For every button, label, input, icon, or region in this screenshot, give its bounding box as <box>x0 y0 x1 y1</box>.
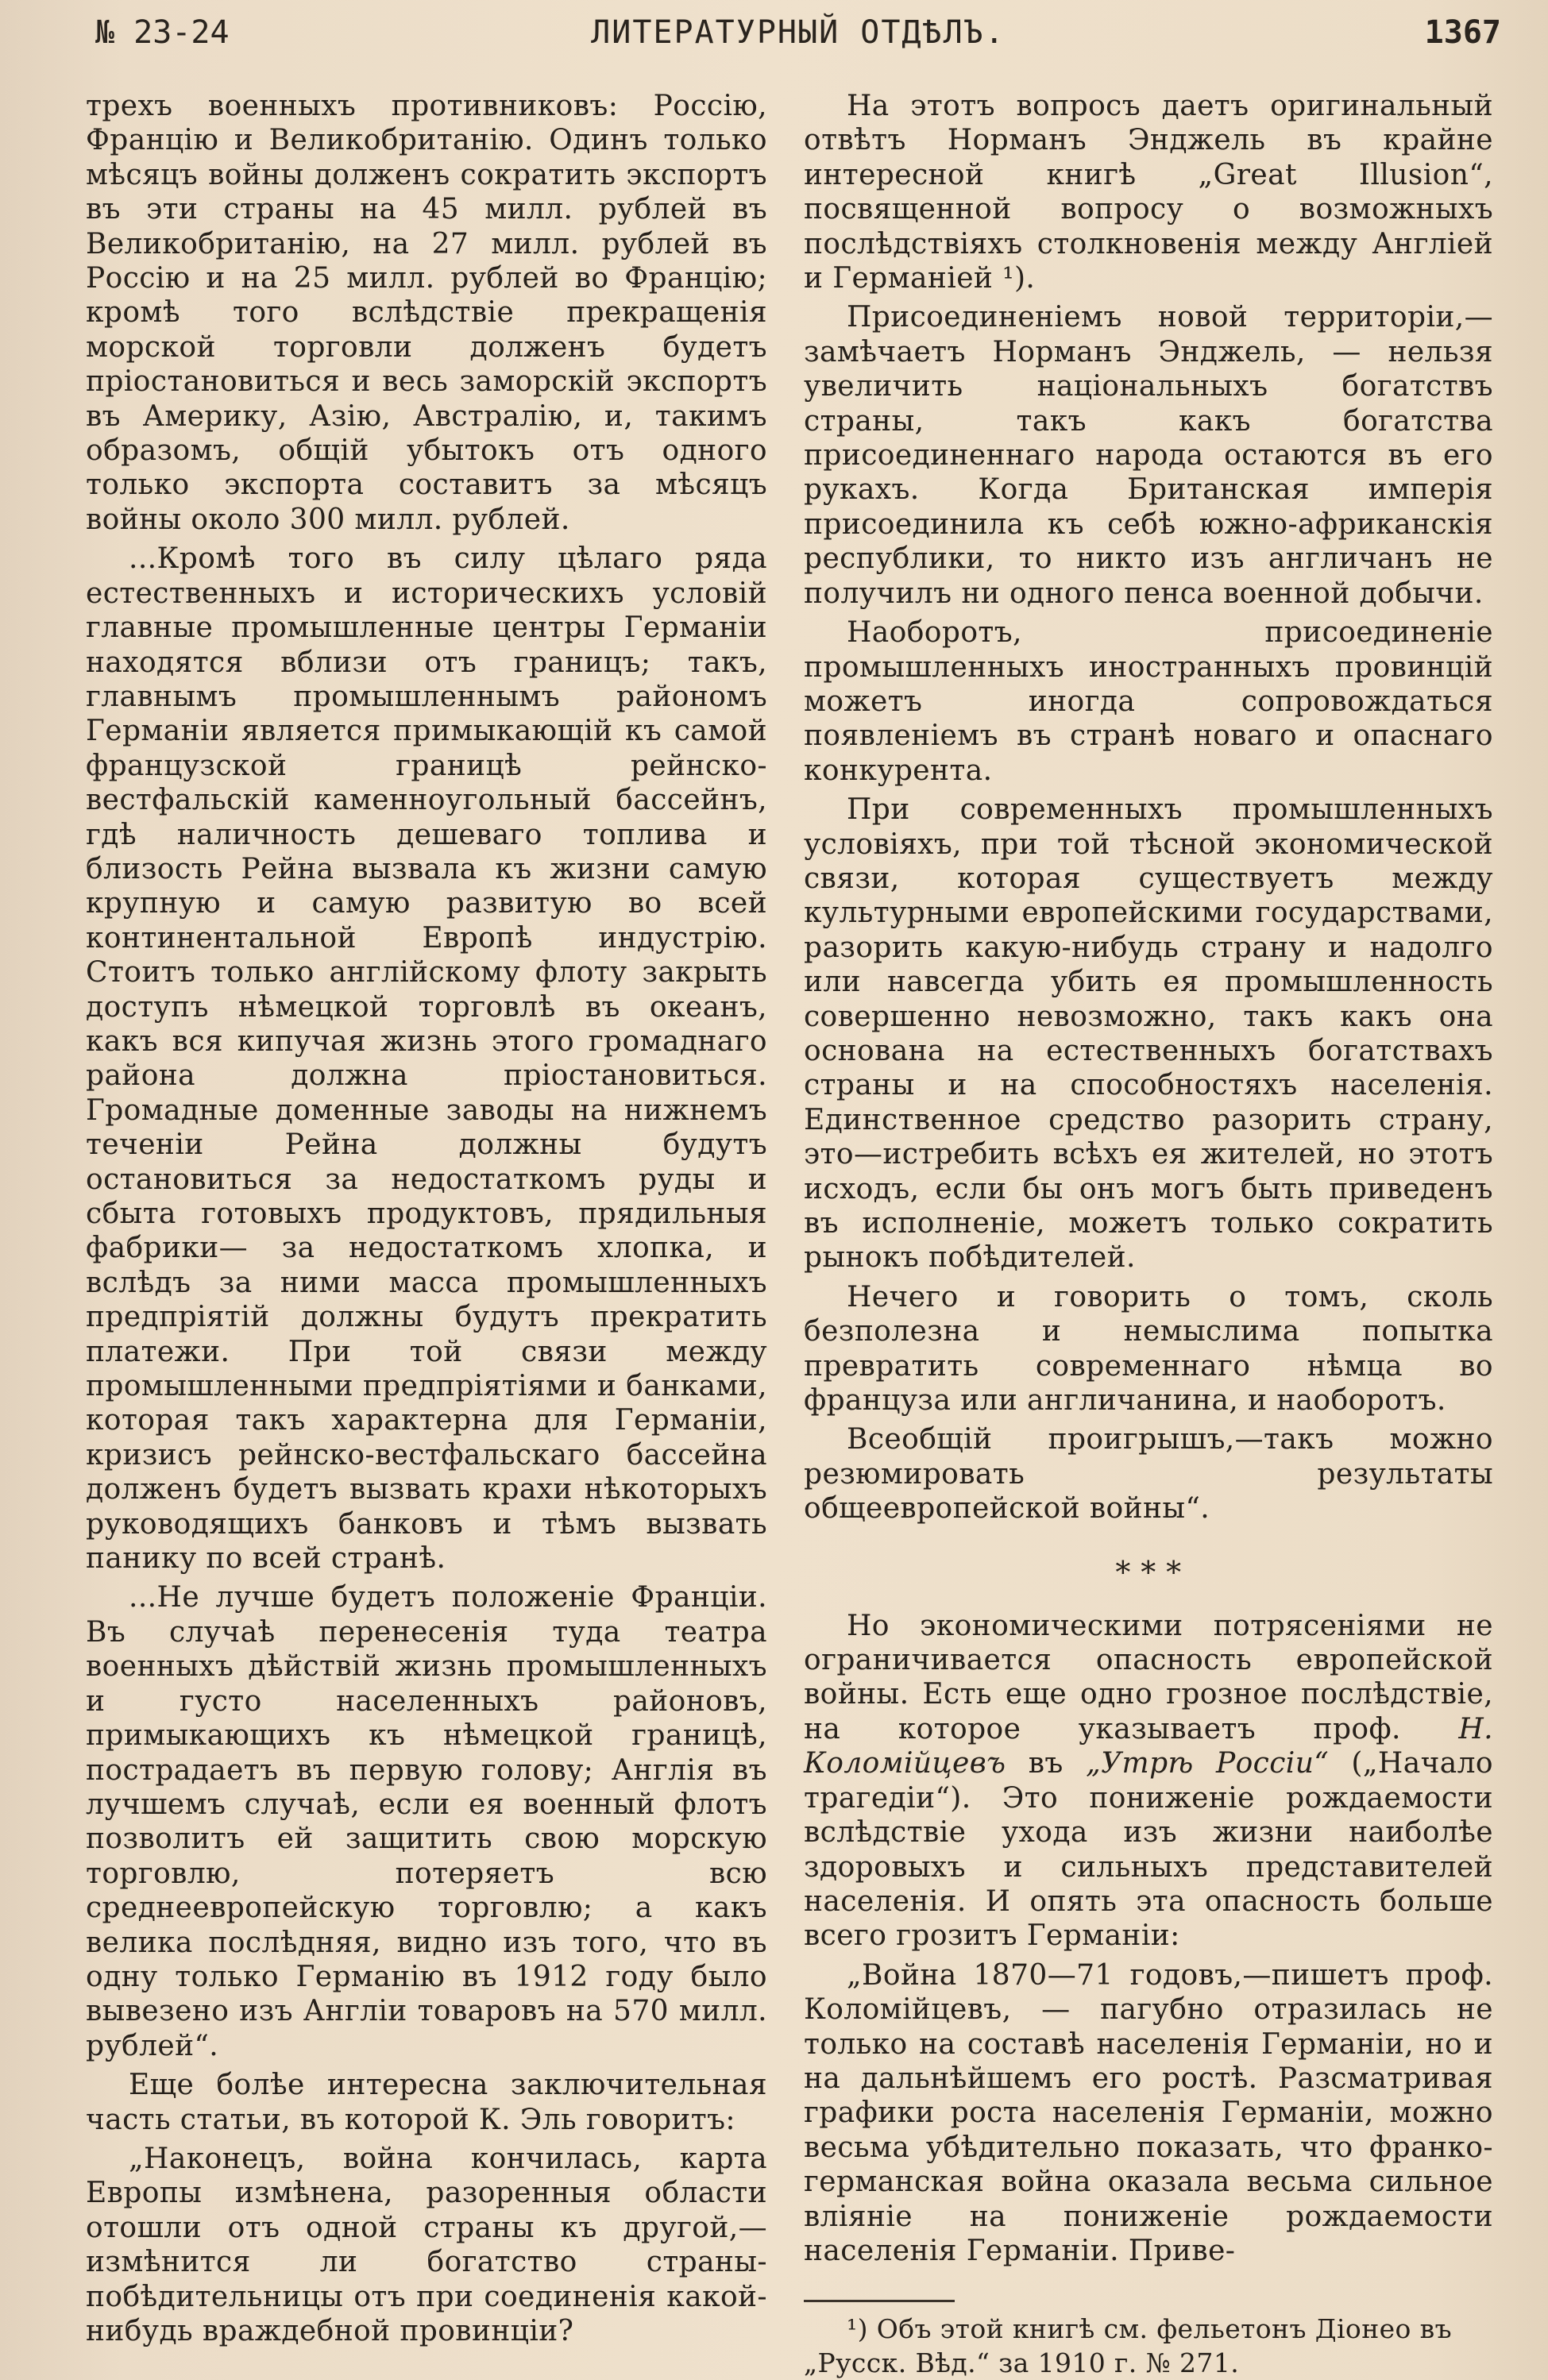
text-run: Но экономическими потрясеніями не ограничивается опасность европейской войны. Есть еще одно грозное послѣдствіе, на которое указываетъ проф. <box>804 1609 1493 1745</box>
paragraph: „Война 1870—71 годовъ,—пишетъ проф. Коломійцевъ, — пагубно отразилась не только на составѣ населенія Германіи, но и на дальнѣйшемъ его ростѣ. Разсматривая графики роста населенія Германіи, можно весьма убѣдительно показать, что франко-германская война оказала весьма сильное вліяніе на пониженіе рождаемости населенія Германіи. Приве- <box>804 1958 1493 2267</box>
paragraph: трехъ военныхъ противниковъ: Россію, Францію и Великобританію. Одинъ только мѣсяцъ войны долженъ сократить экспортъ въ эти страны на 45 милл. рублей въ Великобританію, на 27 милл. рублей въ Россію и на 25 милл. рублей во Францію; кромѣ того вслѣдствіе прекращенія морской торговли долженъ будетъ пріостановиться и весь заморскій экспортъ въ Америку, Азію, Австралію, и, такимъ образомъ, общій убытокъ отъ одного только экспорта составитъ за мѣсяцъ войны около 300 милл. рублей. <box>86 90 767 536</box>
newspaper-name: „Утрѣ Россіи“ <box>1086 1747 1330 1780</box>
paragraph: Еще болѣе интересна заключительная часть статьи, въ которой К. Эль говоритъ: <box>86 2069 767 2136</box>
running-header <box>95 8 1501 64</box>
section-title: ЛИТЕРАТУРНЫЙ ОТДѢЛЪ. <box>591 14 1006 51</box>
paragraph: Наоборотъ, присоединеніе промышленныхъ иностранныхъ провинцій можетъ иногда сопровождаться появленіемъ въ странѣ новаго и опаснаго конкурента. <box>804 616 1493 787</box>
author-name: Н. Коломійцевъ <box>804 1712 1493 1780</box>
paragraph: При современныхъ промышленныхъ условіяхъ, при той тѣсной экономической связи, которая существуетъ между культурными европейскими государствами, разорить какую-нибудь страну и надолго или навсегда убить ея промышленность совершенно невозможно, такъ какъ она основана на естественныхъ богатствахъ страны и на способностяхъ населенія. Единственное средство разорить страну, это—истребить всѣхъ ея жителей, но этотъ исходъ, если бы онъ могъ быть приведенъ въ исполненіе, можетъ только сократить рынокъ побѣдителей. <box>804 793 1493 1275</box>
paragraph: Всеобщій проигрышъ,—такъ можно резюмировать результаты общеевропейской войны“. <box>804 1423 1493 1526</box>
paragraph: На этотъ вопросъ даетъ оригинальный отвѣтъ Норманъ Энджель въ крайне интересной книгѣ „Great Illusion“, посвященной вопросу о возможныхъ послѣдствіяхъ столкновенія между Англіей и Германіей ¹). <box>804 90 1493 295</box>
paragraph <box>804 1609 1493 1954</box>
left-column <box>86 89 767 2353</box>
paragraph: Присоединеніемъ новой территоріи,—замѣчаетъ Норманъ Энджель, — нельзя увеличить національныхъ богатствъ страны, такъ какъ богатства присоединеннаго народа остаются въ его рукахъ. Когда Британская имперія присоединила къ себѣ южно-африканскія республики, то никто изъ англичанъ не получилъ ни одного пенса военной добычи. <box>804 301 1493 610</box>
paragraph: ...Кромѣ того въ силу цѣлаго ряда естественныхъ и историческихъ условій главные промышленные центры Германіи находятся вблизи отъ границъ; такъ, главнымъ промышленнымъ райономъ Германіи является примыкающій къ самой французской границѣ рейнско-вестфальскій каменноугольный бассейнъ, гдѣ наличность дешеваго топлива и близость Рейна вызвала къ жизни самую крупную и самую развитую во всей континентальной Европѣ индустрію. Стоитъ только англійскому флоту закрыть доступъ нѣмецкой торговлѣ въ океанъ, какъ вся кипучая жизнь этого громаднаго района должна пріостановиться. Громадные доменные заводы на нижнемъ теченіи Рейна должны будутъ остановиться за недостаткомъ руды и сбыта готовыхъ продуктовъ, прядильныя фабрики— за недостаткомъ хлопка, и вслѣдъ за ними масса промышленныхъ предпріятій должны будутъ прекратить платежи. При той связи между промышленными предпріятіями и банками, которая такъ характерна для Германіи, кризисъ рейнско-вестфальскаго бассейна долженъ будетъ вызвать крахи нѣкоторыхъ руководящихъ банковъ и тѣмъ вызвать панику по всей странѣ. <box>86 542 767 1576</box>
paragraph: Нечего и говорить о томъ, сколь безполезна и немыслима попытка превратить современнаго нѣмца во француза или англичанина, и наоборотъ. <box>804 1280 1493 1418</box>
footnote-rule <box>804 2300 955 2302</box>
paragraph: „Наконецъ, война кончилась, карта Европы измѣнена, разоренныя области отошли отъ одной страны къ другой,—измѣнится ли богатство страны-побѣдительницы отъ при соединенія какой-нибудь враждебной провинціи? <box>86 2142 767 2347</box>
page-number: 1367 <box>1424 14 1501 51</box>
text-run: въ <box>1006 1747 1087 1780</box>
issue-number: № 23-24 <box>95 14 230 51</box>
paragraph: ...Не лучше будетъ положеніе Франціи. Въ случаѣ перенесенія туда театра военныхъ дѣйствій жизнь промышленныхъ и густо населенныхъ районовъ, примыкающихъ къ нѣмецкой границѣ, пострадаетъ въ первую голову; Англія въ лучшемъ случаѣ, если ея военный флотъ позволитъ ей защитить свою морскую торговлю, потеряетъ всю среднеевропейскую торговлю; а какъ велика послѣдняя, видно изъ того, что въ одну только Германію въ 1912 году было вывезено изъ Англіи товаровъ на 570 милл. рублей“. <box>86 1581 767 2062</box>
text-run: („Начало трагедіи“). Это пониженіе рождаемости вслѣдствіе ухода изъ жизни наиболѣе здоровыхъ и сильныхъ представителей населенія. И опять эта опасность больше всего грозитъ Германіи: <box>804 1747 1493 1953</box>
footnote <box>804 2312 1493 2380</box>
footnote-mark: ¹) <box>847 2313 868 2345</box>
right-column <box>804 89 1493 2380</box>
section-divider: * * * <box>1115 1554 1182 1590</box>
footnote-text: Объ этой книгѣ см. фельетонъ Діонео въ „Русск. Вѣд.“ за 1910 г. № 271. <box>804 2313 1461 2379</box>
